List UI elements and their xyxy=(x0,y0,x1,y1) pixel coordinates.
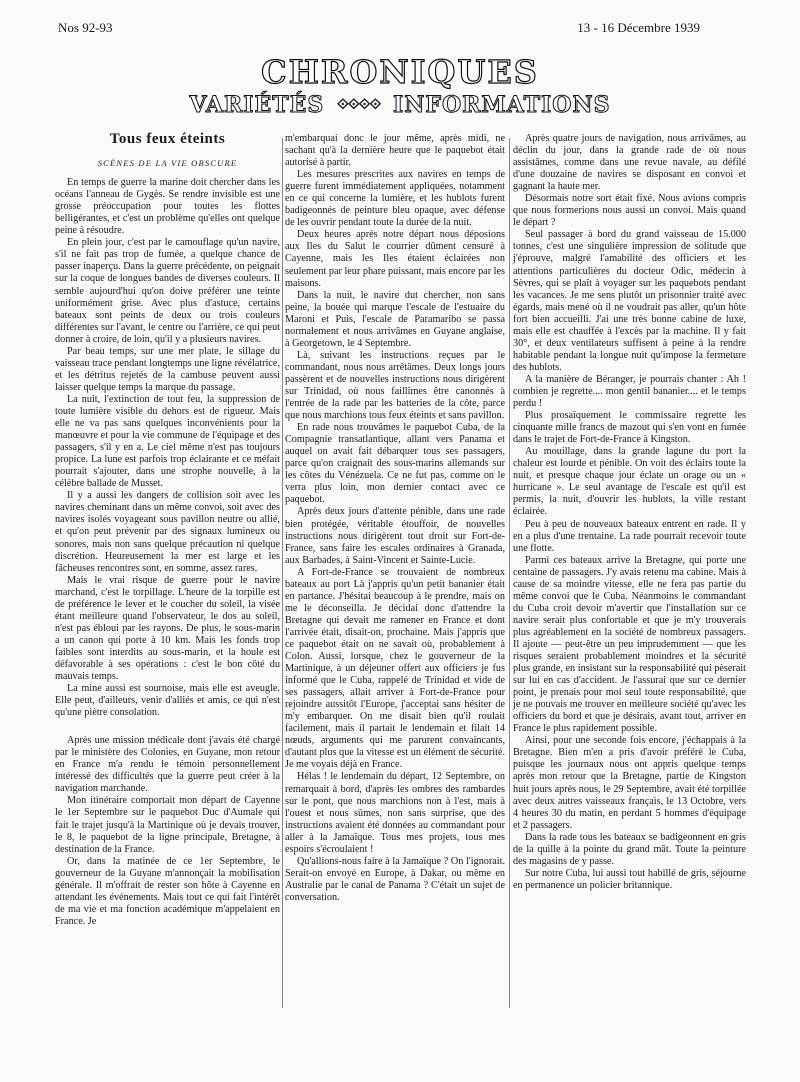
paragraph: Les mesures prescrites aux navires en temps de guerre furent immédiatement appliquées, notamment en ce qui concerne la lumière, et les hublots furent badigeonnés de peinture bleu opaque, avec défense de les ouvrir pendant toute la durée de la nuit. xyxy=(285,169,505,229)
masthead-subtitle xyxy=(0,91,800,118)
paragraph: Seul passager à bord du grand vaisseau de 15.000 tonnes, c'est une singulière impression de solitude que j'éprouve, malgré l'amabilité des officiers et les attentions particulières du docteur Odic, médecin à Sèvres, qui se plaît à voyager sur les paquebots pendant les vacances. Je me sens plutôt un prisonnier traité avec égards, mais mené où il ne voudrait pas aller, qu'un hôte fort bien accueilli. J'ai une très bonne cabine de luxe, mais elle est chauffée à l'excès par la machine. Il y fait 30°, et deux ventilateurs suffisent à peine à la rendre habitable pendant la longue nuit qu'impose la fermeture des hublots. xyxy=(513,229,746,373)
issue-date: 13 - 16 Décembre 1939 xyxy=(577,20,700,35)
paragraph: Or, dans la matinée de ce 1er Septembre, le gouverneur de la Guyane m'annonçait la mobilisation générale. Il m'offrait de rester son hôte à Cayenne en attendant les événements. Mais tout ce qui fait l'intérêt de ma vie et ma fonction académique m'appelaient en France. Je xyxy=(55,855,280,927)
column-rule xyxy=(509,138,510,1008)
paragraph: Plus prosaïquement le commissaire regrette les cinquante mille francs de mazout qui s'en vont en fumée dans le trajet de Fort-de-France à Kingston. xyxy=(513,410,746,446)
paragraph: Ainsi, pour une seconde fois encore, j'échappais à la Bretagne. Bien m'en a pris d'avoir préféré le Cuba, puisque les journaux nous ont appris quelque temps après mon retour que la Bretagne, partie de Kingston huit jours après nous, le 29 Septembre, avait été torpillée avec deux autres vaisseaux français, le 13 Octobre, vers 4 heures 30 du matin, en perdant 5 hommes d'équipage et 2 passagers. xyxy=(513,735,746,831)
issue-number: Nos 92-93 xyxy=(58,20,113,35)
masthead-right: INFORMATIONS xyxy=(392,92,611,118)
paragraph: Parmi ces bateaux arrive la Bretagne, qui porte une centaine de passagers. J'y avais retenu ma cabine. Mais à cause de sa moindre vitesse, elle ne fera pas partie du même convoi que le Cuba. Néanmoins le commandant du Cuba croit devoir m'avertir que l'installation sur ce navire serait plus confortable et que je m'y trouverais plus agréablement en la société de nombreux passagers. Il ajoute — peut-être un peu imprudemment — que les risques seraient probablement moindres et la sécurité plus grande, en insistant sur la responsabilité qui pèserait sur lui en cas d'accident. Je l'assurai que sur ce dernier point, je prenais pour moi seul toute responsabilité, que je ne pouvais me trouver en meilleure société qu'avec les officiers du bord et que je désirais, avant tout, arriver en France le plus rapidement possible. xyxy=(513,554,746,735)
column-1 xyxy=(55,133,280,928)
paragraph: En plein jour, c'est par le camouflage qu'un navire, s'il ne fait pas trop de fumée, a quelque chance de passer inaperçu. Dans la guerre précédente, on peignait sur la coque de longues bandes de diverses couleurs. Il semble aujourd'hui qu'on doive préférer une teinte uniformément grise. Avec plus d'astuce, certains bateaux sont peints de deux ou trois couleurs différentes sur l'avant, le centre ou l'arrière, ce qui peut donner à croire, de loin, qu'il y a plusieurs navires. xyxy=(55,237,280,345)
paragraph: La nuit, l'extinction de tout feu, la suppression de toute lumière visible du dehors est de rigueur. Mais elle ne va pas sans quelques inconvénients pour la manœuvre et pour la vie commune de l'équipage et des passagers, s'il y en a. Le ciel même n'est pas toujours propice. La lune est parfois trop éclairante et ce méfait pourrait s'ajouter, dans une strophe nouvelle, à la célèbre ballade de Musset. xyxy=(55,393,280,490)
ornament-icon: ⟐⟐⟐⟐ xyxy=(337,95,381,113)
paragraph: Par beau temps, sur une mer plate, le sillage du vaisseau trace pendant longtemps une ligne révélatrice, et les détritus rejetés de la cambuse peuvent aussi laisser quelque temps la marque du passage. xyxy=(55,345,280,393)
paragraph: m'embarquai donc le jour même, après midi, ne sachant qu'à la dernière heure que le paquebot était autorisé à partir. xyxy=(285,133,505,169)
paragraph: Hélas ! le lendemain du départ, 12 Septembre, on remarquait à bord, d'après les ombres des rambardes sur le pont, que nous marchions non à l'est, mais à l'ouest et nous sûmes, non sans surprise, que des instructions avaient été données au commandant pour aller à la Jamaïque. Tous mes projets, tous mes espoirs s'écroulaient ! xyxy=(285,771,505,855)
paragraph: En rade nous trouvâmes le paquebot Cuba, de la Compagnie transatlantique, allant vers Panama et auquel on avait fait débarquer tous ses passagers, parce qu'on craignait des sous-marins allemands sur les côtes du Vénézuela. Ce ne fut pas, comme on le verra plus loin, mon dernier contact avec ce paquebot. xyxy=(285,422,505,506)
paragraph: Au mouillage, dans la grande lagune du port la chaleur est lourde et pénible. On voit des éclairs toute la nuit, et presque chaque jour éclate un orage ou un « hurricane ». Le seul avantage de l'escale est qu'il est permis, la nuit, d'ouvrir les hublots, la ville restant éclairée. xyxy=(513,446,746,518)
column-2 xyxy=(285,133,505,904)
masthead-title: CHRONIQUES xyxy=(261,53,539,91)
paragraph: Après une mission médicale dont j'avais été chargé par le ministère des Colonies, en Guyane, mon retour en France m'a rendu le témoin personnellement intéressé des difficultés que la guerre peut créer à la navigation marchande. xyxy=(55,735,280,795)
paragraph: Là, suivant les instructions reçues par le commandant, nous nous arrêtâmes. Deux longs jours passèrent et de nouvelles instructions nous dirigèrent sur Trinidad, où nous faillîmes être canonnés à l'entrée de la rade par les batteries de la côte, parce que nous marchions tous feux éteints et sans pavillon. xyxy=(285,349,505,422)
paragraph: Mon itinéraire comportait mon départ de Cayenne le 1er Septembre sur le paquebot Duc d'Aumale qui fait le trajet jusqu'à la Martinique où je devais trouver, le 8, le paquebot de la ligne principale, Bretagne, à destination de la France. xyxy=(55,795,280,855)
paragraph: Après deux jours d'attente pénible, dans une rade bien protégée, véritable étouffoir, de nouvelles instructions nous dirigèrent tout droit sur Fort-de-France, sans faire les escales ordinaires à Granada, aux Barbades, à Saint-Vincent et Sainte-Lucie. xyxy=(285,506,505,566)
masthead-left: VARIÉTÉS xyxy=(189,92,325,118)
article-title: Tous feux éteints xyxy=(109,131,226,147)
paragraph: En temps de guerre la marine doit chercher dans les océans l'anneau de Gygès. Se rendre invisible est une grosse préoccupation pour toutes les flottes belligérantes, et c'est un problème qu'elles ont quelque peine à résoudre. xyxy=(55,177,280,237)
column-rule xyxy=(282,138,283,1008)
paragraph: La mine aussi est sournoise, mais elle est aveugle. Elle peut, d'ailleurs, venir d'alliés et amis, ce qui n'est qu'une piètre consolation. xyxy=(55,683,280,719)
paragraph: Peu à peu de nouveaux bateaux entrent en rade. Il y en a plus d'une trentaine. La rade pourrait recevoir toute une flotte. xyxy=(513,518,746,554)
paragraph: Deux heures après notre départ nous déposions aux Iles du Salut le courrier dûment censuré à Cayenne, mais les Iles étaient éclairées non seulement par leur phare puissant, mais encore par les maisons. xyxy=(285,229,505,289)
paragraph: Dans la nuit, le navire dut chercher, non sans peine, la bouée qui marque l'escale de l'estuaire du Maroni et Puis, l'escale de Paramaribo se passa normalement et nous arrivâmes en Guyane anglaise, à Georgetown, le 4 Septembre. xyxy=(285,289,505,349)
page-header xyxy=(58,20,700,34)
paragraph: Sur notre Cuba, lui aussi tout habillé de gris, séjourne en permanence un policier britannique. xyxy=(513,867,746,891)
paragraph: Qu'allions-nous faire à la Jamaïque ? On l'ignorait. Serait-on envoyé en Europe, à Dakar, ou même en Australie par le canal de Panama ? C'était un sujet de conversation. xyxy=(285,855,505,903)
paragraph: Après quatre jours de navigation, nous arrivâmes, au déclin du jour, dans la grande rade de où nous assistâmes, comme dans une revue navale, au défilé d'une douzaine de navires se disposant en convoi et gagnant la haute mer. xyxy=(513,133,746,193)
paragraph: Désormais notre sort était fixé. Nous avions compris que nous formerions nous aussi un convoi. Mais quand le départ ? xyxy=(513,193,746,229)
column-3 xyxy=(513,133,746,892)
article-subtitle: SCÈNES DE LA VIE OBSCURE xyxy=(97,158,238,169)
paragraph: A Fort-de-France se trouvaient de nombreux bateaux au port Là j'appris qu'un petit bananier était en partance. J'hésitai beaucoup à le prendre, mais on me le déconseilla. Je décidai donc d'attendre la Bretagne qui devait me ramener en France et dont l'arrivée était, disait-on, prochaine. Mais j'appris que ce paquebot était on ne savait où, probablement à Colon. Aussi, lorsque, chez le gouverneur de la Martinique, à un déjeuner offert aux officiers je fus informé que le Cuba, rappelé de Trinidad et vide de ses passagers, allait arriver à Fort-de-France pour rejoindre aussitôt l'Europe, j'acceptai sans hésiter de m'y embarquer. On me disait bien qu'il roulait facilement, mais il partait le lendemain et filait 14 nœuds, arguments qui me parurent convaincants, d'autant plus que la vitesse est un élément de sécurité. Je me voyais déjà en France. xyxy=(285,566,505,771)
masthead xyxy=(0,55,800,118)
paragraph: Dans la rade tous les bateaux se badigeonnent en gris de la quille à la pointe du grand mât. Toute la peinture des magasins de y passe. xyxy=(513,831,746,867)
paragraph: Il y a aussi les dangers de collision soit avec les navires cheminant dans un même convoi, soit avec des navires isolés voyageant sous pavillon neutre ou allié, et qu'on peut prévenir par des signaux lumineux ou sonores, mais non sans quelque précaution ni quelque discrétion. Heureusement la mer est large et les fâcheuses rencontres sont, en somme, assez rares. xyxy=(55,490,280,574)
paragraph: Mais le vrai risque de guerre pour le navire marchand, c'est le torpillage. L'heure de la torpille est de préférence le lever et le coucher du soleil, la visée étant meilleure quand l'observateur, le dos au soleil, n'est pas ébloui par les rayons. De plus, le sous-marin a un canon qui porte à 10 km. Mais les fonds trop faibles sont interdits au sous-marin, et la houle est défavorable à ses opérations : c'est le bon côté du mauvais temps. xyxy=(55,574,280,683)
paragraph: A la manière de Béranger, je pourrais chanter : Ah ! combien je regrette.... mon gentil bananier.... et le temps perdu ! xyxy=(513,373,746,410)
